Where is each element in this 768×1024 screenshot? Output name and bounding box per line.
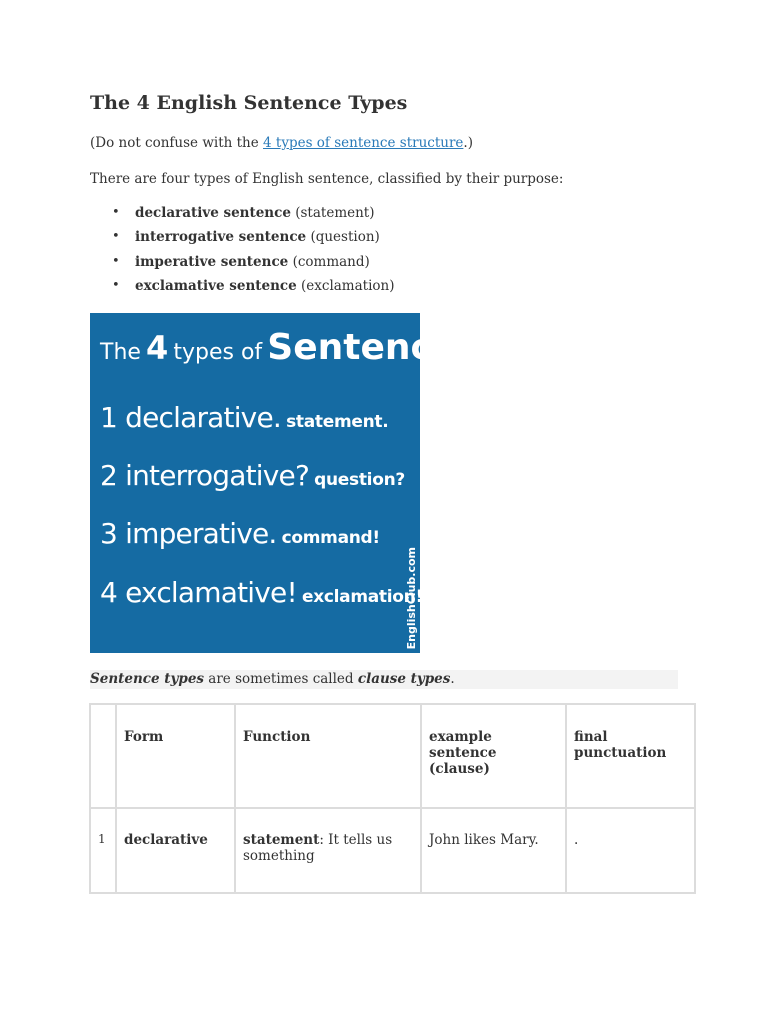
type-desc: (statement) [295,205,375,221]
type-term: declarative sentence [135,205,291,221]
intro-after: .) [463,135,473,151]
type-term: exclamative sentence [135,277,297,294]
lead-paragraph: There are four types of English sentence, classified by their purpose: [90,171,564,187]
bullet-icon: • [112,277,120,293]
intro-paragraph [90,135,473,151]
poster-brand: EnglishClub.com [405,546,418,649]
poster-row-word: 2 interrogative? [100,459,310,492]
type-term: imperative sentence [135,253,289,270]
poster-title-big: Sentence [267,327,457,368]
sentence-forms-table [89,703,696,894]
note-term-2: clause types [357,671,451,687]
sentence-structure-link[interactable]: 4 types of sentence structure [263,135,464,151]
clause-types-note [90,670,678,689]
header-cell-function: Function [235,704,421,808]
type-desc: (exclamation) [301,277,395,294]
poster-title-the: The [100,340,141,365]
poster-row-sub: command! [281,528,380,548]
type-term: interrogative sentence [135,229,307,246]
poster-row-sub: question? [314,470,405,490]
poster-row [100,459,405,492]
function-term: statement [243,832,320,848]
bullet-icon: • [112,205,120,220]
list-item [90,229,395,253]
cell-example: John likes Mary. [421,808,566,893]
sentence-types-poster [90,313,457,653]
intro-before: (Do not confuse with the [90,135,264,151]
header-cell-form: Form [116,704,235,808]
cell-number: 1 [90,808,116,893]
note-term-1: Sentence types [90,671,205,687]
poster-row-sub: statement. [286,412,389,432]
poster-row-word: 3 imperative. [100,517,277,550]
note-end: . [450,671,455,687]
table-row [90,808,695,893]
cell-punctuation: . [566,808,695,893]
poster-title-mid: types of [173,340,263,365]
list-item [90,205,395,229]
bullet-icon: • [112,229,120,245]
type-desc: (question) [310,229,380,246]
poster-row-word: 1 declarative. [100,401,281,434]
page-title: The 4 English Sentence Types [90,92,408,114]
sentence-types-list [90,205,395,302]
poster-row [100,517,380,550]
cell-form [116,808,235,893]
table-header-row [90,704,695,808]
note-middle: are sometimes called [204,671,358,687]
function-rest: : It tells us something [243,832,393,864]
bullet-icon: • [112,253,120,269]
poster-row [100,576,423,609]
header-cell-punctuation: final punctuation [566,704,695,808]
poster-title-number: 4 [146,329,169,367]
poster-row-sub: exclamation! [301,587,423,607]
poster-row-word: 4 exclamative! [100,576,297,609]
cell-function [235,808,421,893]
poster-row [100,401,388,434]
list-item [90,254,395,278]
type-desc: (command) [292,253,370,270]
form-term: declarative [124,832,208,848]
poster-title [100,327,456,368]
list-item [90,278,395,302]
header-cell-number [90,704,116,808]
header-cell-example: example sentence (clause) [421,704,566,808]
